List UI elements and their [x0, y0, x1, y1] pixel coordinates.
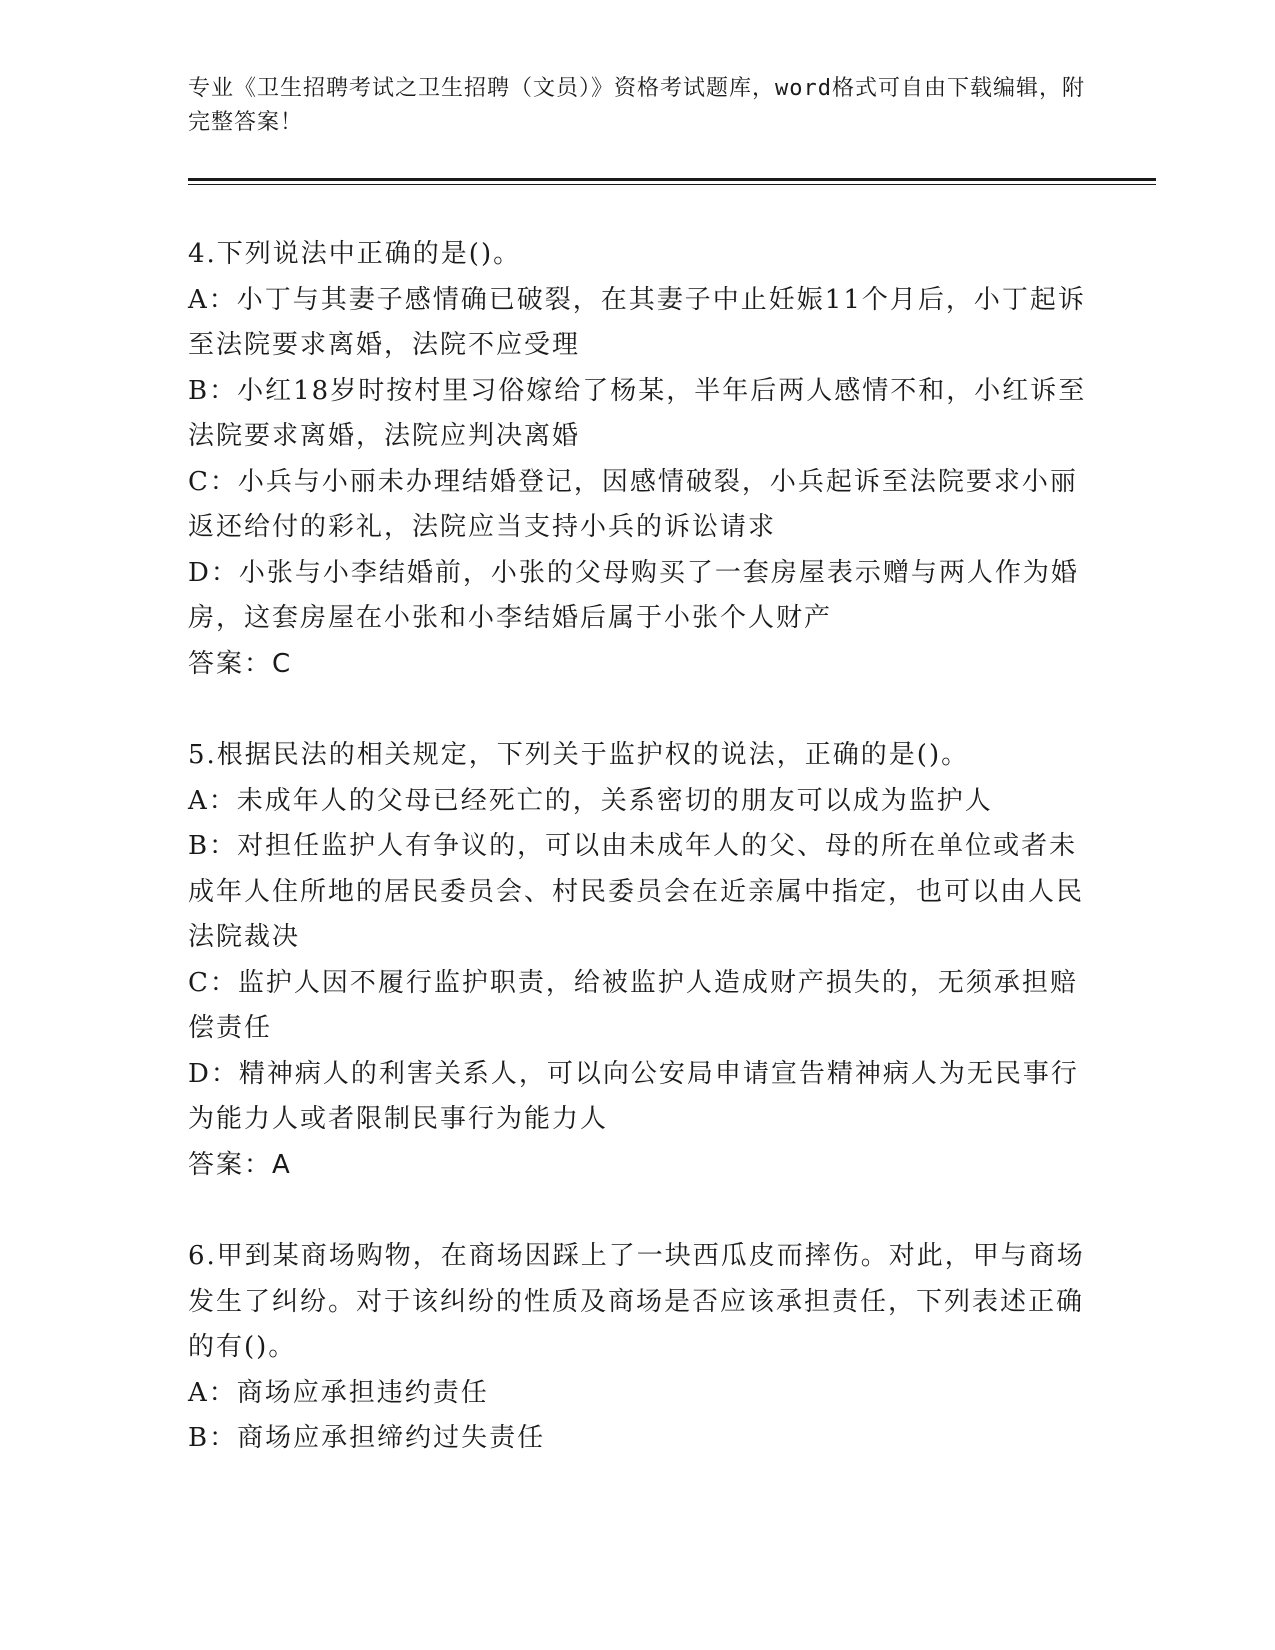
- header-divider-thick: [188, 178, 1156, 181]
- question-4: [188, 232, 1088, 687]
- question-stem: 5.根据民法的相关规定，下列关于监护权的说法，正确的是()。: [188, 740, 970, 770]
- option-b: B：对担任监护人有争议的，可以由未成年人的父、母的所在单位或者未成年人住所地的居民委员会、村民委员会在近亲属中指定，也可以由人民法院裁决: [188, 831, 1085, 952]
- header-divider-thin: [188, 184, 1156, 185]
- option-d: D：小张与小李结婚前，小张的父母购买了一套房屋表示赠与两人作为婚房，这套房屋在小张和小李结婚后属于小张个人财产: [188, 557, 1079, 633]
- answer-line: 答案：C: [188, 648, 293, 679]
- option-c: C：小兵与小丽未办理结婚登记，因感情破裂，小兵起诉至法院要求小丽返还给付的彩礼，法院应当支持小兵的诉讼请求: [188, 466, 1078, 542]
- document-header: [188, 72, 1088, 140]
- option-d: D：精神病人的利害关系人，可以向公安局申请宣告精神病人为无民事行为能力人或者限制民事行为能力人: [188, 1058, 1079, 1134]
- option-b: B：小红18岁时按村里习俗嫁给了杨某，半年后两人感情不和，小红诉至法院要求离婚，法院应判决离婚: [188, 375, 1087, 451]
- question-5: [188, 733, 1088, 1188]
- answer-line: 答案：A: [188, 1149, 292, 1180]
- option-c: C：监护人因不履行监护职责，给被监护人造成财产损失的，无须承担赔偿责任: [188, 967, 1078, 1043]
- question-stem: 6.甲到某商场购物，在商场因踩上了一块西瓜皮而摔伤。对此，甲与商场发生了纠纷。对于该纠纷的性质及商场是否应该承担责任，下列表述正确的有()。: [188, 1241, 1085, 1362]
- option-b: B：商场应承担缔约过失责任: [188, 1423, 546, 1453]
- question-stem: 4.下列说法中正确的是()。: [188, 239, 522, 269]
- question-6: [188, 1234, 1088, 1462]
- option-a: A：未成年人的父母已经死亡的，关系密切的朋友可以成为监护人: [188, 785, 993, 816]
- option-a: A：小丁与其妻子感情确已破裂，在其妻子中止妊娠11个月后，小丁起诉至法院要求离婚，法院不应受理: [188, 284, 1086, 360]
- option-a: A：商场应承担违约责任: [188, 1377, 489, 1408]
- header-intro: 专业《卫生招聘考试之卫生招聘（文员）》资格考试题库，word格式可自由下载编辑，附完整答案！: [188, 76, 1085, 135]
- question-list: [188, 232, 1088, 1508]
